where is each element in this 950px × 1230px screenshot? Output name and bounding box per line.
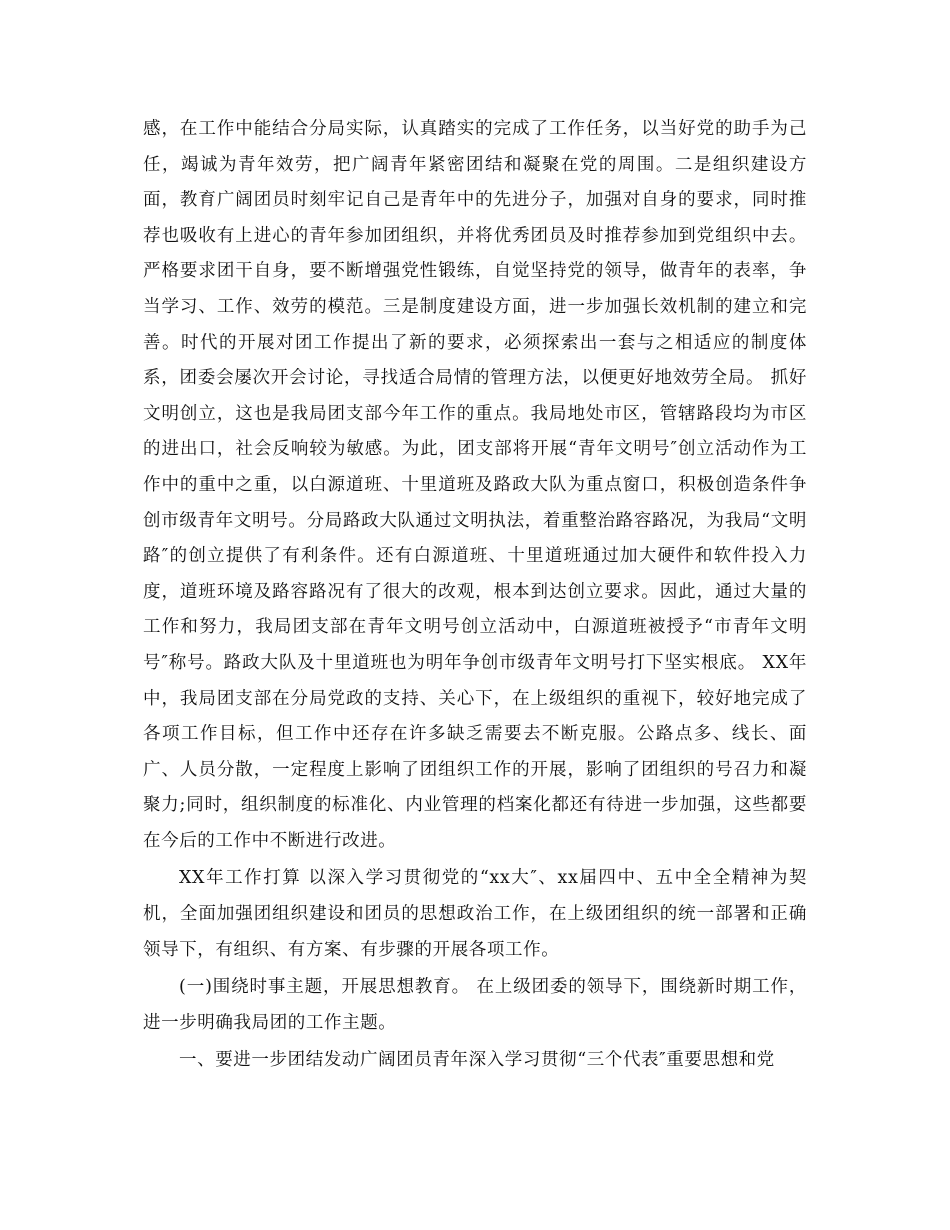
body-paragraph-3: (一)围绕时事主题，开展思想教育。 在上级团委的领导下，围绕新时期工作，进一步明确我局团的工作主题。 (143, 977, 807, 1033)
body-paragraph-1: 感，在工作中能结合分局实际，认真踏实的完成了工作任务，以当好党的助手为己任，竭诚为青年效劳，把广阔青年紧密团结和凝聚在党的周围。二是组织建设方面，教育广阔团员时刻牢记自己是青年中的先进分子，加强对自身的要求，同时推荐也吸收有上进心的青年参加团组织，并将优秀团员及时推荐参加到党组织中去。严格要求团干自身，要不断增强党性锻练，自觉坚持党的领导，做青年的表率，争当学习、工作、效劳的模范。三是制度建设方面，进一步加强长效机制的建立和完善。时代的开展对团工作提出了新的要求，必须探索出一套与之相适应的制度体系，团委会屡次开会讨论，寻找适合局情的管理方法，以便更好地效劳全局。 抓好文明创立，这也是我局团支部今年工作的重点。我局地处市区，管辖路段均为市区的进出口，社会反响较为敏感。为此，团支部将开展“青年文明号″创立活动作为工作中的重中之重，以白源道班、十里道班及路政大队为重点窗口，积极创造条件争创市级青年文明号。分局路政大队通过文明执法，着重整治路容路况，为我局“文明路″的创立提供了有利条件。还有白源道班、十里道班通过加大硬件和软件投入力度，道班环境及路容路况有了很大的改观，根本到达创立要求。因此，通过大量的工作和努力，我局团支部在青年文明号创立活动中，白源道班被授予“市青年文明号″称号。路政大队及十里道班也为明年争创市级青年文明号打下坚实根底。 XX年中，我局团支部在分局党政的支持、关心下，在上级组织的重视下，较好地完成了各项工作目标，但工作中还存在许多缺乏需要去不断克服。公路点多、线长、面广、人员分散，一定程度上影响了团组织工作的开展，影响了团组织的号召力和凝聚力;同时，组织制度的标准化、内业管理的档案化都还有待进一步加强，这些都要在今后的工作中不断进行改进。 (143, 119, 807, 851)
body-paragraph-2: XX年工作打算 以深入学习贯彻党的“xx大″、xx届四中、五中全全精神为契机，全面加强团组织建设和团员的思想政治工作，在上级团组织的统一部署和正确领导下，有组织、有方案、有步骤的开展各项工作。 (143, 868, 807, 960)
body-paragraph-4: 一、要进一步团结发动广阔团员青年深入学习贯彻“三个代表″重要思想和党 (179, 1050, 775, 1071)
document-page (143, 112, 807, 1079)
